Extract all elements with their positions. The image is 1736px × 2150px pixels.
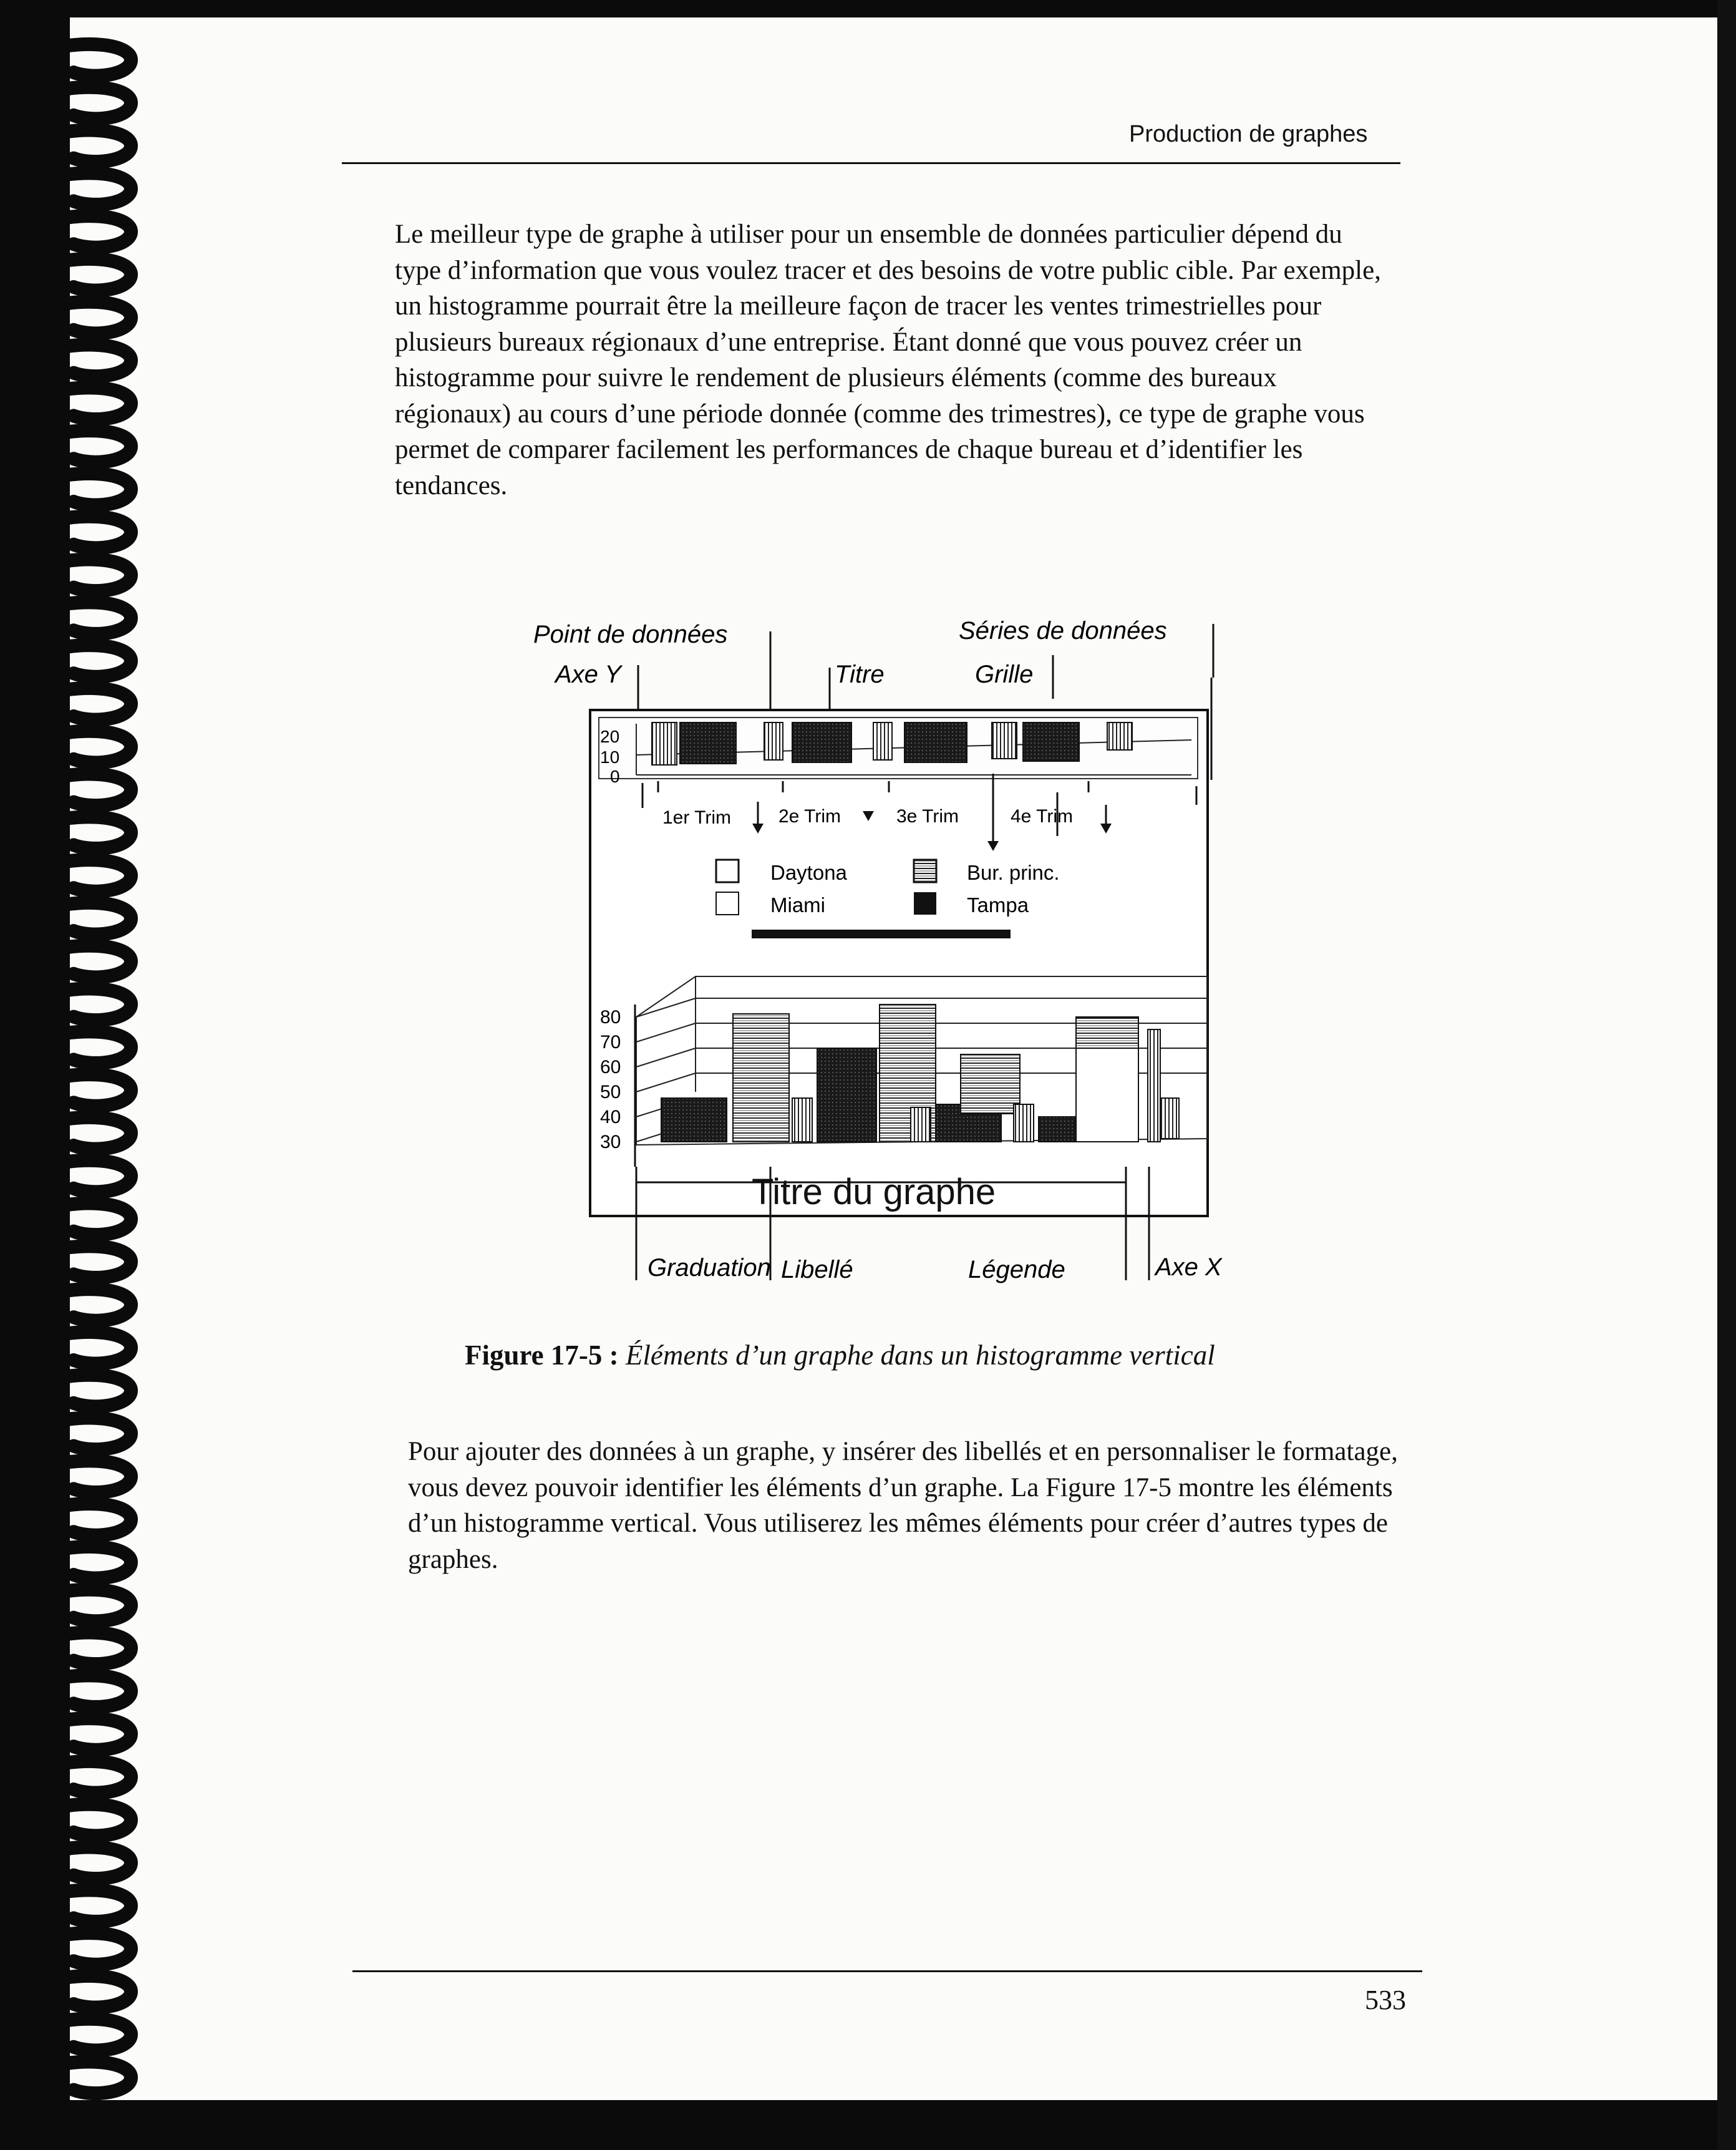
spiral-coil [25,1246,131,1278]
figure-17-5 [524,618,1235,1304]
top-y-tick: 0 [610,767,620,786]
label-point-de-donnees: Point de données [533,621,728,648]
label-series-de-donnees: Séries de données [959,618,1167,645]
spiral-coil [25,1547,131,1578]
spiral-coil [25,1418,131,1450]
spiral-coil [25,1633,131,1665]
bottom-y-tick: 70 [600,1032,621,1053]
caption-text: Éléments d’un graphe dans un histogramme vertical [625,1340,1215,1371]
legend-swatch-tampa [914,892,936,915]
bottom-y-tick: 40 [600,1107,621,1127]
spiral-coil [25,345,131,377]
spiral-coil [25,1074,131,1106]
spiral-coil [25,130,131,162]
top-category-label: 4e Trim [1011,806,1074,827]
scan-edge [1717,0,1736,2150]
spiral-coil [25,1761,131,1793]
spiral-coil [25,1160,131,1192]
spiral-coil [25,946,131,978]
legend-label-miami: Miami [770,893,825,917]
spiral-coil [25,1461,131,1492]
legend-swatch-daytona [716,860,739,882]
label-libelle: Libellé [781,1256,853,1283]
spiral-coil [25,860,131,892]
spiral-coil [25,817,131,849]
spiral-coil [25,989,131,1021]
label-grille: Grille [975,661,1034,688]
spiral-coil [25,1976,131,2008]
figure-caption [465,1339,1215,1371]
spiral-coil [25,2062,131,2094]
label-axe-x: Axe X [1155,1253,1222,1281]
top-y-tick: 10 [600,747,620,767]
spiral-coil [25,1375,131,1407]
top-category-label: 2e Trim [778,806,841,827]
bottom-y-tick: 60 [600,1057,621,1077]
legend-label-bur-princ: Bur. princ. [967,861,1060,884]
clipped-title-fragment [752,920,1011,938]
spiral-coil [25,1718,131,1750]
spiral-coil [25,1675,131,1707]
legend-swatch-bur-princ [914,860,936,882]
spiral-coil [25,2019,131,2051]
intro-paragraph: Le meilleur type de graphe à utiliser pour un ensemble de données particulier dépend du type d’information que vous voulez tracer et des besoins de votre public cible. Par exemple, un histogramme pourrait être la meilleure façon de tracer les ventes trimestrielles pour plusieurs bureaux régionaux d’une entreprise. Étant donné que vous pouvez créer un histogramme pour suivre le rendement de plusieurs éléments (comme des bureaux régionaux) au cours d’une période donnée (comme des trimestres), ce type de graphe vous permet de comparer facilement les performances de chaque bureau et d’identifier les tendances. [395,220,1381,500]
top-chart [599,717,1198,786]
spiral-coil [25,602,131,634]
spiral-coil [25,302,131,334]
top-category-label: 3e Trim [896,806,959,827]
label-titre: Titre [835,661,885,688]
spiral-coil [25,87,131,119]
spiral-coil [25,173,131,205]
spiral-coil [25,387,131,419]
legend-swatch-miami [716,892,739,915]
top-y-tick: 20 [600,727,620,746]
spiral-coil [25,1590,131,1622]
spiral-coil [25,1847,131,1879]
spiral-coil [25,1117,131,1149]
legend-label-tampa: Tampa [967,893,1029,917]
bottom-y-tick: 30 [600,1132,621,1152]
spiral-coil [25,1332,131,1364]
header-rule [342,162,1400,164]
spiral-coil [25,1031,131,1063]
legend-label-daytona: Daytona [770,861,847,884]
label-legende: Légende [968,1256,1065,1283]
outro-paragraph: Pour ajouter des données à un graphe, y insérer des libellés et en personnaliser le formatage, vous devez pouvoir identifier les éléments d’un graphe. La Figure 17-5 montre les éléments d’un histogramme vertical. Vous utiliserez les mêmes éléments pour créer d’autres types de graphes. [408,1437,1398,1574]
bottom-y-tick: 80 [600,1007,621,1028]
spiral-coil [25,216,131,248]
bottom-chart [600,976,1207,1167]
spiral-coil [25,688,131,720]
caption-label: Figure 17-5 : [465,1340,619,1371]
bottom-chart-title-overlay: Titre du graphe [752,1172,996,1212]
spiral-coil [25,645,131,677]
page-number: 533 [1365,1985,1406,2015]
bottom-y-tick: 50 [600,1082,621,1102]
spiral-coil [25,430,131,462]
spiral-coil [25,44,131,76]
spiral-coil [25,1804,131,1836]
spiral-coil [25,774,131,806]
running-header: Production de graphes [1129,121,1368,147]
spiral-coil [25,1289,131,1321]
spiral-binding [0,0,156,2121]
spiral-coil [25,1504,131,1535]
label-axe-y: Axe Y [555,661,621,688]
spiral-coil [25,1204,131,1235]
spiral-coil [25,1890,131,1922]
top-category-label: 1er Trim [662,807,732,828]
spiral-coil [25,903,131,935]
spiral-coil [25,560,131,591]
spiral-coil [25,1933,131,1965]
spiral-coil [25,474,131,505]
spiral-coil [25,731,131,763]
spiral-coil [25,517,131,548]
label-graduation: Graduation [647,1254,771,1282]
spiral-coil [25,259,131,291]
footer-rule [352,1970,1422,1972]
